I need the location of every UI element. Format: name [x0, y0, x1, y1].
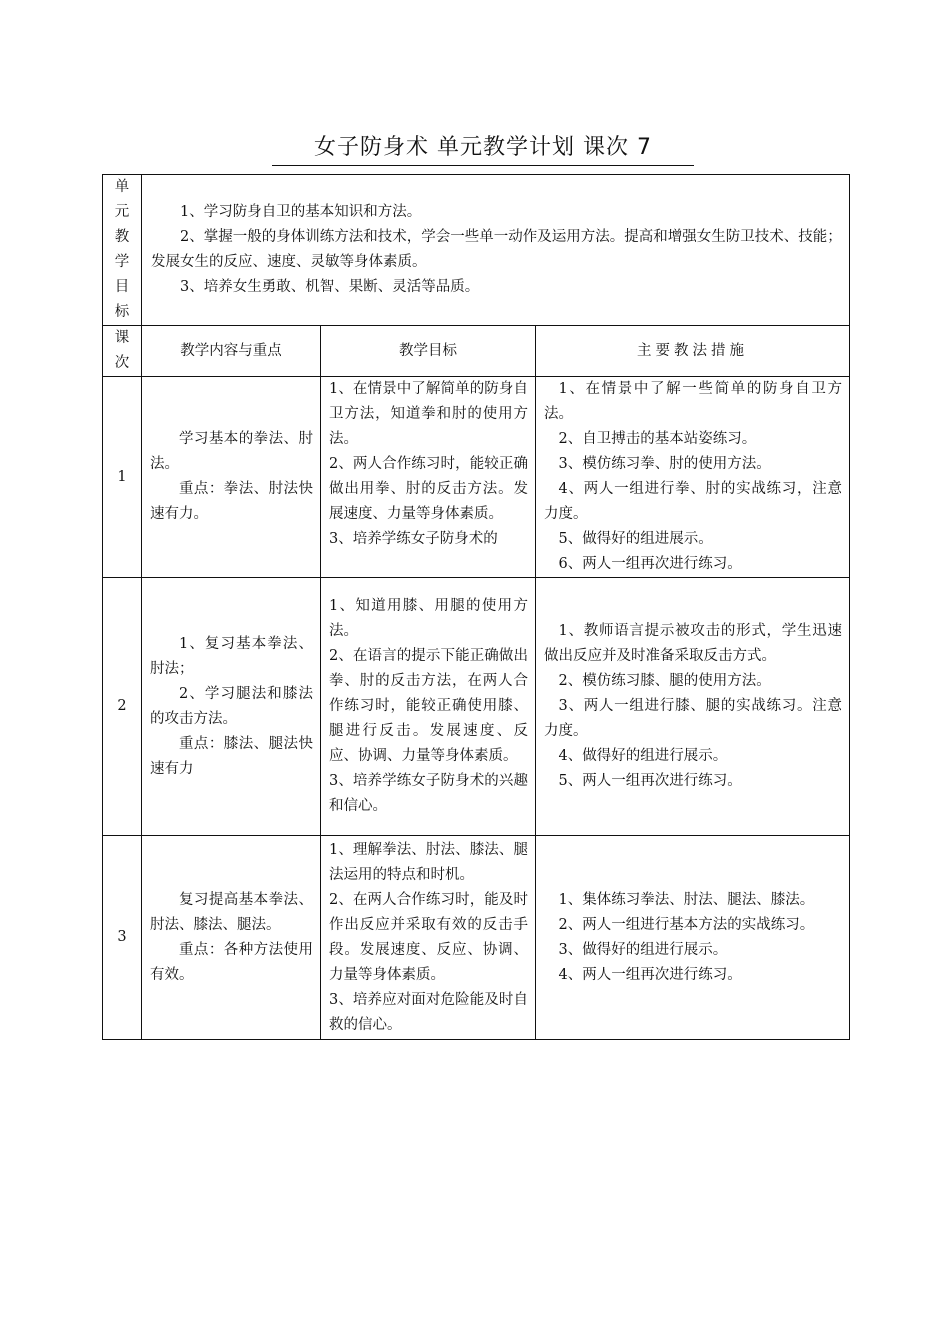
method-line: 4、两人一组进行拳、肘的实战练习，注意力度。	[544, 481, 843, 522]
methods-header: 主要教法措施	[536, 326, 850, 377]
method-line: 3、模仿练习拳、肘的使用方法。	[558, 456, 771, 472]
header-row	[103, 326, 850, 377]
content-line: 重点：各种方法使用有效。	[150, 941, 313, 983]
content-line: 学习基本的拳法、肘法。	[150, 431, 313, 472]
unit-goal-label-char: 目	[114, 279, 130, 295]
lesson-number-header-char: 课	[114, 330, 130, 346]
content-line: 重点：拳法、肘法快速有力。	[150, 481, 313, 522]
method-line: 2、两人一组进行基本方法的实战练习。	[558, 916, 815, 933]
unit-goal-label-char: 元	[114, 204, 130, 220]
content-line: 复习提高基本拳法、肘法、膝法、腿法。	[150, 891, 313, 933]
method-line: 4、做得好的组进行展示。	[558, 748, 728, 764]
lesson-methods	[536, 578, 850, 836]
content-line: 2、学习腿法和膝法的攻击方法。	[150, 685, 313, 727]
lesson-objectives	[321, 578, 536, 836]
content-line: 重点：膝法、腿法快速有力	[150, 735, 313, 777]
method-line: 6、两人一组再次进行练习。	[558, 556, 742, 572]
method-line: 3、做得好的组进行展示。	[558, 941, 728, 958]
objective-line: 3、培养应对面对危险能及时自救的信心。	[329, 991, 528, 1033]
lesson-number: 2	[103, 578, 142, 836]
unit-goal-item: 1、学习防身自卫的基本知识和方法。	[180, 204, 422, 220]
objective-line: 1、理解拳法、肘法、膝法、腿法运用的特点和时机。	[329, 841, 528, 883]
unit-goal-item: 2、掌握一般的身体训练方法和技术，学会一些单一动作及运用方法。提高和增强女生防卫技术、技能；发展女生的反应、速度、灵敏等身体素质。	[151, 229, 842, 270]
unit-goals	[142, 175, 850, 326]
objective-line: 1、知道用膝、用腿的使用方法。	[329, 598, 528, 639]
method-line: 1、在情景中了解一些简单的防身自卫方法。	[544, 381, 843, 422]
lesson-objectives	[321, 836, 536, 1040]
unit-goal-label-char: 学	[114, 254, 130, 270]
method-line: 5、做得好的组进展示。	[558, 531, 713, 547]
lesson-plan-table	[102, 174, 850, 1040]
lesson-row	[103, 578, 850, 836]
lesson-methods	[536, 836, 850, 1040]
document-title: 女子防身术 单元教学计划 课次 7	[272, 133, 694, 166]
content-line: 1、复习基本拳法、肘法；	[150, 635, 313, 677]
objective-line: 2、在语言的提示下能正确做出拳、肘的反击方法，在两人合作练习时，能较正确使用膝、腿进行反击。发展速度、反应、协调、力量等身体素质。	[329, 648, 528, 764]
lesson-content	[142, 578, 321, 836]
lesson-number-header	[103, 326, 142, 377]
method-line: 5、两人一组再次进行练习。	[558, 773, 742, 789]
unit-goal-label-char: 单	[114, 179, 130, 195]
content-header: 教学内容与重点	[142, 326, 321, 377]
objective-line: 2、两人合作练习时，能较正确做出用拳、肘的反击方法。发展速度、力量等身体素质。	[329, 456, 528, 522]
unit-goals-row	[103, 175, 850, 326]
lesson-number: 3	[103, 836, 142, 1040]
lesson-content	[142, 836, 321, 1040]
method-line: 2、模仿练习膝、腿的使用方法。	[558, 673, 771, 689]
lesson-number: 1	[103, 377, 142, 578]
lesson-methods	[536, 377, 850, 578]
unit-goal-label	[103, 175, 142, 326]
lesson-content	[142, 377, 321, 578]
unit-goal-label-char: 标	[114, 304, 130, 320]
lesson-row	[103, 836, 850, 1040]
objectives-header: 教学目标	[321, 326, 536, 377]
objective-line: 2、在两人合作练习时，能及时作出反应并采取有效的反击手段。发展速度、反应、协调、力量等身体素质。	[329, 891, 528, 983]
lesson-number-header-char: 次	[114, 355, 130, 371]
method-line: 1、集体练习拳法、肘法、腿法、膝法。	[558, 891, 815, 908]
method-line: 1、教师语言提示被攻击的形式，学生迅速做出反应并及时准备采取反击方式。	[544, 623, 843, 664]
lesson-row	[103, 377, 850, 578]
unit-goal-item: 3、培养女生勇敢、机智、果断、灵活等品质。	[180, 279, 480, 295]
method-line: 4、两人一组再次进行练习。	[558, 966, 742, 983]
objective-line: 3、培养学练女子防身术的兴趣和信心。	[329, 773, 528, 814]
lesson-objectives	[321, 377, 536, 578]
objective-line: 1、在情景中了解简单的防身自卫方法，知道拳和肘的使用方法。	[329, 381, 528, 447]
objective-line: 3、培养学练女子防身术的	[329, 531, 498, 547]
unit-goal-label-char: 教	[114, 229, 130, 245]
method-line: 2、自卫搏击的基本站姿练习。	[558, 431, 757, 447]
method-line: 3、两人一组进行膝、腿的实战练习。注意力度。	[544, 698, 843, 739]
